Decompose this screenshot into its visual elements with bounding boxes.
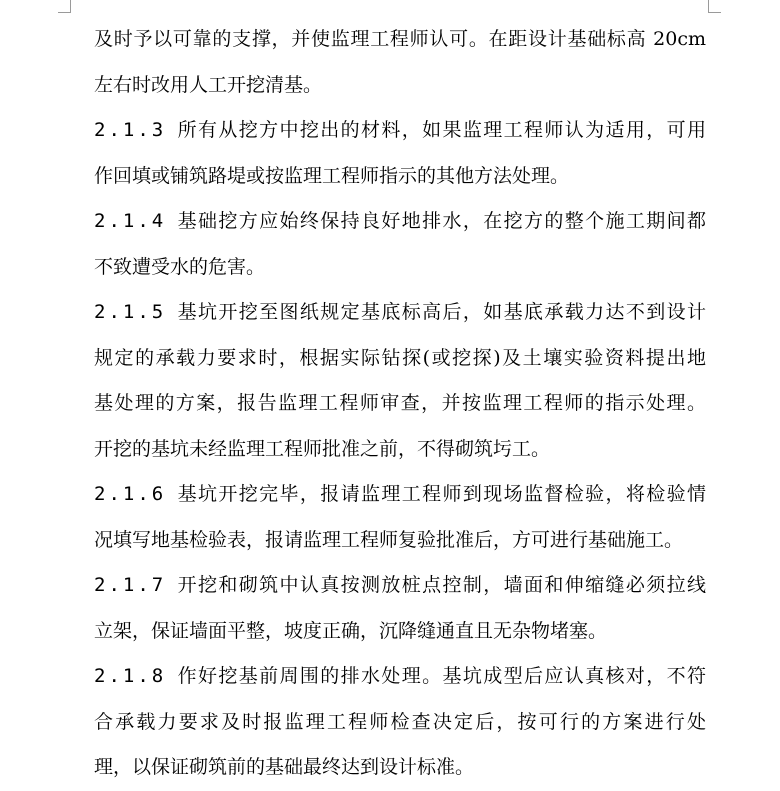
text-line (94, 381, 706, 427)
text-line (94, 472, 706, 518)
line-text: 基坑开挖完毕，报请监理工程师到现场监督检验，将检验情 (176, 483, 706, 505)
line-text: 立架，保证墙面平整，坡度正确，沉降缝通直且无杂物堵塞。 (94, 619, 608, 642)
clause-number: 2.1.3 (94, 119, 167, 141)
line-text: 规定的承载力要求时，根据实际钻探(或挖探)及土壤实验资料提出地 (94, 346, 706, 369)
line-text: 基处理的方案，报告监理工程师审查，并按监理工程师的指示处理。 (94, 392, 706, 414)
clause-number: 2.1.4 (94, 210, 167, 232)
page-corner-mark-left (58, 0, 71, 13)
line-text: 开挖和砌筑中认真按测放桩点控制，墙面和伸缩缝必须拉线 (176, 574, 706, 596)
page-corner-mark-right (708, 0, 721, 13)
line-text: 作回填或铺筑路堤或按监理工程师指示的其他方法处理。 (94, 164, 570, 187)
text-line (94, 63, 706, 109)
text-line (94, 654, 706, 700)
text-line (94, 108, 706, 154)
text-line (94, 199, 706, 245)
text-line (94, 518, 706, 564)
clause-number: 2.1.7 (94, 574, 167, 596)
line-text: 理，以保证砌筑前的基础最终达到设计标准。 (94, 756, 475, 778)
text-line (94, 154, 706, 200)
line-text: 况填写地基检验表，报请监理工程师复验批准后，方可进行基础施工。 (94, 528, 684, 551)
text-line (94, 17, 706, 63)
text-line (94, 563, 706, 609)
text-line (94, 427, 706, 473)
text-line (94, 609, 706, 655)
line-text: 合承载力要求及时报监理工程师检查决定后，按可行的方案进行处 (94, 710, 706, 733)
text-line (94, 745, 706, 791)
document-body (94, 17, 706, 791)
line-text: 不致遭受水的危害。 (94, 255, 266, 278)
line-text: 基坑开挖至图纸规定基底标高后，如基底承载力达不到设计 (176, 301, 706, 323)
clause-number: 2.1.8 (94, 665, 167, 687)
line-text: 所有从挖方中挖出的材料，如果监理工程师认为适用，可用 (176, 119, 706, 141)
text-line (94, 290, 706, 336)
text-line (94, 245, 706, 291)
line-text: 左右时改用人工开挖清基。 (94, 73, 323, 96)
line-text: 开挖的基坑未经监理工程师批准之前，不得砌筑圬工。 (94, 437, 551, 460)
clause-number: 2.1.5 (94, 301, 167, 323)
text-line (94, 700, 706, 746)
line-text: 作好挖基前周围的排水处理。基坑成型后应认真核对，不符 (176, 665, 706, 687)
clause-number: 2.1.6 (94, 483, 167, 505)
line-text: 基础挖方应始终保持良好地排水，在挖方的整个施工期间都 (176, 210, 706, 232)
text-line (94, 336, 706, 382)
line-text: 及时予以可靠的支撑，并使监理工程师认可。在距设计基础标高 20cm (94, 28, 706, 50)
